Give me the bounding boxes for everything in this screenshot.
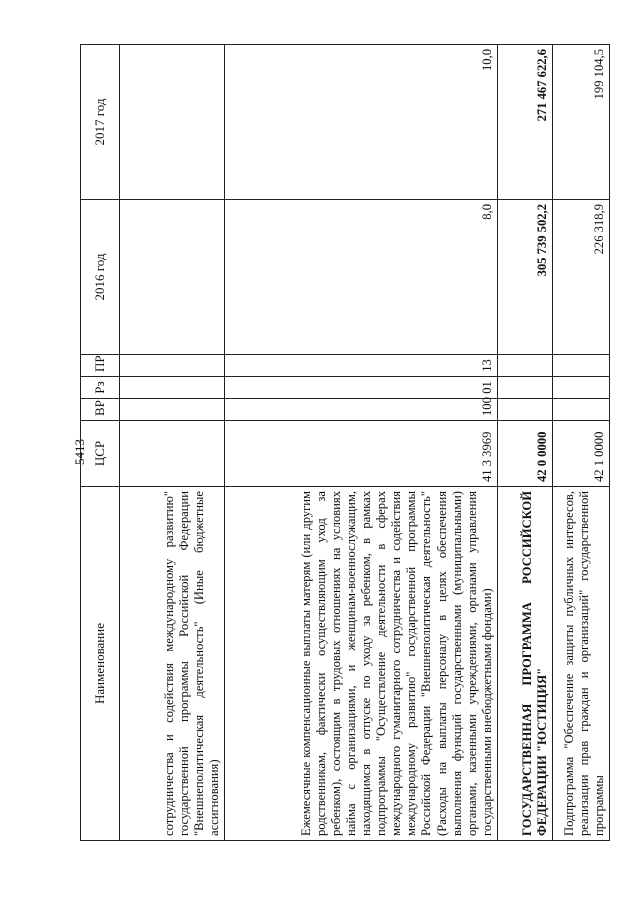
header-rz: Рз [81, 377, 120, 399]
rotated-content [80, 45, 606, 841]
cell-pr: 13 [225, 355, 498, 377]
table-header-row [81, 45, 120, 841]
header-name: Наименование [81, 487, 120, 841]
budget-table [80, 44, 610, 841]
cell-pr [498, 355, 553, 377]
header-csr: ЦСР [81, 421, 120, 487]
header-2017: 2017 год [81, 45, 120, 200]
header-pr: ПР [81, 355, 120, 377]
cell-name: Ежемесячные компенсационные выплаты матерям (или другим родственникам, фактически осуществляющим уход за ребенком), состоящим в трудовых отношениях на условиях найма с организациями, и женщинам-военнослужащим, находящимся в отпуске по уходу за ребенком, в рамках подпрограммы "Осуществление деятельности в сферах международного гуманитарного сотрудничества и содействия международному развитию" государственной программы Российской Федерации "Внешнеполитическая деятельность" (Расходы на выплаты персоналу в целях обеспечения выполнения функций государственными (муниципальными) органами, казенными учреждениями, органами управления государственными внебюджетными фондами) [225, 487, 498, 841]
cell-2016: 226 318,9 [553, 200, 610, 355]
page-number: 5413 [72, 439, 87, 465]
table-row [225, 45, 498, 841]
cell-rz: 01 [225, 377, 498, 399]
cell-2016: 305 739 502,2 [498, 200, 553, 355]
cell-rz [498, 377, 553, 399]
cell-2017: 199 104,5 [553, 45, 610, 200]
cell-2017 [120, 45, 225, 200]
cell-csr: 42 0 0000 [498, 421, 553, 487]
rotated-table-area [80, 45, 606, 841]
cell-2017: 10,0 [225, 45, 498, 200]
cell-name: Подпрограмма "Обеспечение защиты публичных интересов, реализации прав граждан и организаций" государственной программы [553, 487, 610, 841]
cell-rz [120, 377, 225, 399]
cell-vr: 100 [225, 399, 498, 421]
cell-pr [120, 355, 225, 377]
header-2016: 2016 год [81, 200, 120, 355]
cell-name: сотрудничества и содействия международному развитию" государственной программы Российской Федерации "Внешнеполитическая деятельность" (Иные бюджетные ассигнования) [120, 487, 225, 841]
cell-csr: 41 3 3969 [225, 421, 498, 487]
cell-csr: 42 1 0000 [553, 421, 610, 487]
cell-2016: 8,0 [225, 200, 498, 355]
cell-pr [553, 355, 610, 377]
cell-name: ГОСУДАРСТВЕННАЯ ПРОГРАММА РОССИЙСКОЙ ФЕДЕРАЦИИ "ЮСТИЦИЯ" [498, 487, 553, 841]
table-row [120, 45, 225, 841]
header-vr: ВР [81, 399, 120, 421]
cell-2016 [120, 200, 225, 355]
cell-vr [120, 399, 225, 421]
table-row [498, 45, 553, 841]
table-row [553, 45, 610, 841]
cell-csr [120, 421, 225, 487]
cell-vr [553, 399, 610, 421]
cell-rz [553, 377, 610, 399]
cell-2017: 271 467 622,6 [498, 45, 553, 200]
cell-vr [498, 399, 553, 421]
